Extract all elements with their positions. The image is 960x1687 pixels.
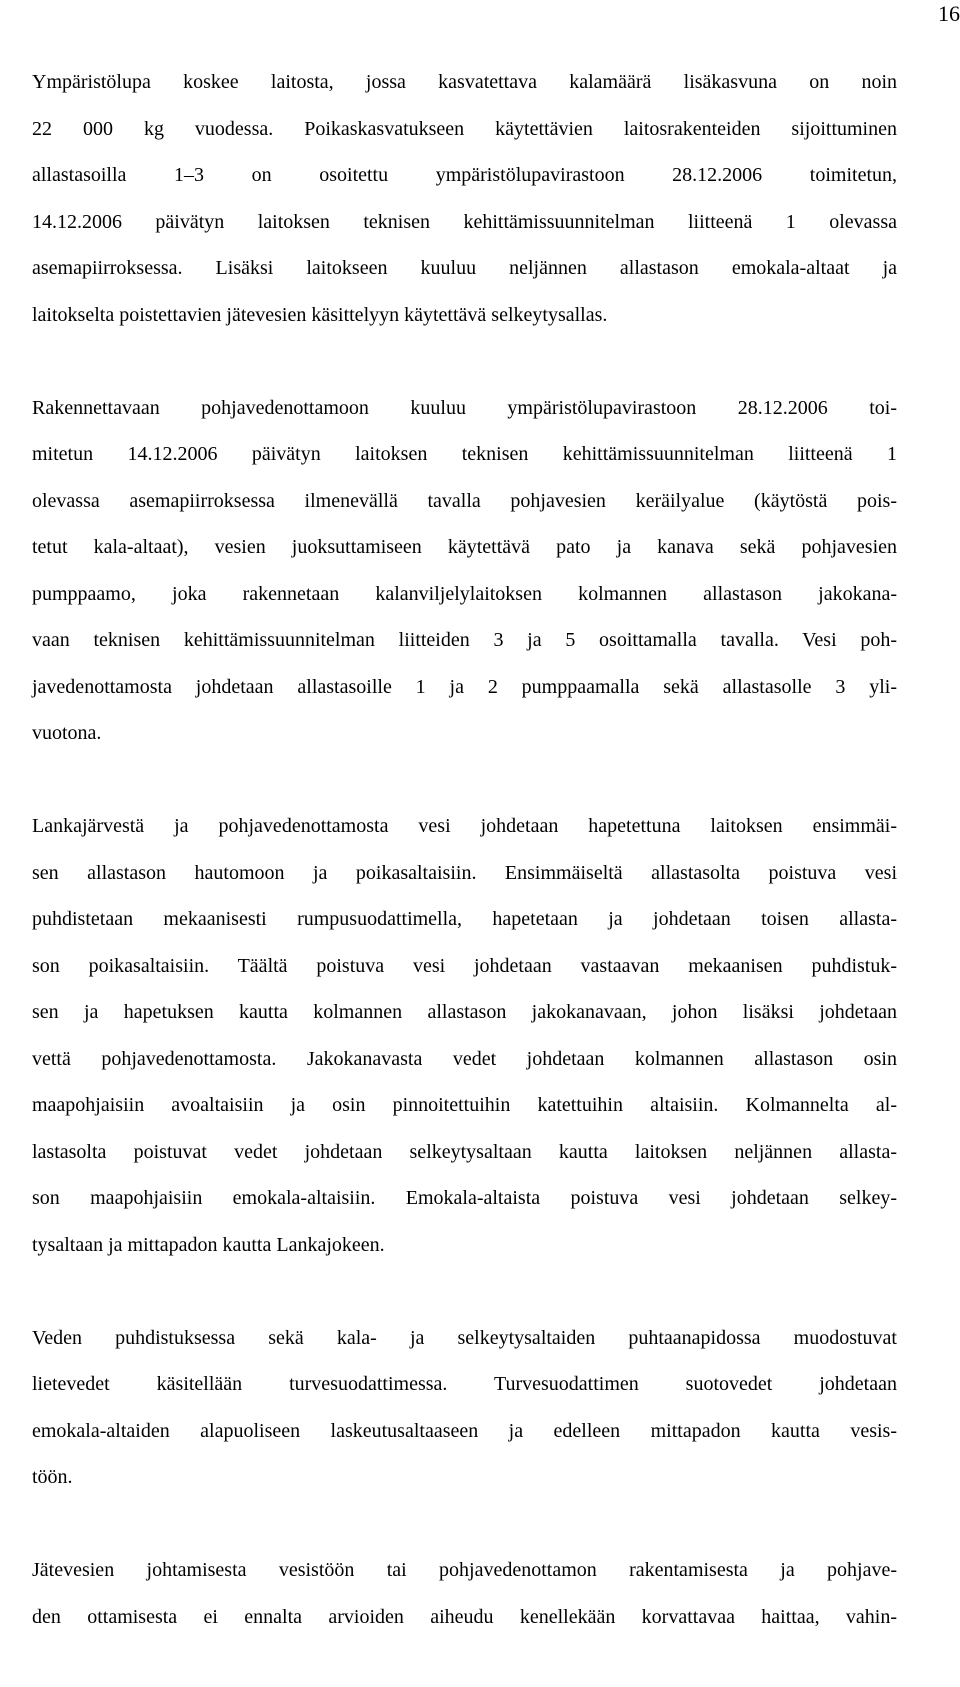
text-line: son maapohjaisiin emokala-altaisiin. Emokala-altaista poistuva vesi johdetaan selkey-: [32, 1187, 897, 1209]
text-line: Veden puhdistuksessa sekä kala- ja selkeytysaltaiden puhtaanapidossa muodostuvat: [32, 1326, 897, 1349]
text-line: maapohjaisiin avoaltaisiin ja osin pinnoitettuihin katettuihin altaisiin. Kolmannelta al-: [32, 1094, 897, 1116]
text-line: vettä pohjavedenottamosta. Jakokanavasta vedet johdetaan kolmannen allastason osin: [32, 1047, 897, 1070]
text-line: vaan teknisen kehittämissuunnitelman liitteiden 3 ja 5 osoittamalla tavalla. Vesi poh-: [32, 629, 897, 651]
text-line: javedenottamosta johdetaan allastasoille 1 ja 2 pumppaamalla sekä allastasolle 3 yli-: [32, 675, 897, 698]
text-line: sen allastason hautomoon ja poikasaltaisiin. Ensimmäiseltä allastasolta poistuva vesi: [32, 861, 897, 884]
text-line: vuotona.: [32, 722, 102, 744]
paragraph-1: [32, 59, 897, 338]
page-number: 16: [938, 1, 960, 26]
text-line: lastasolta poistuvat vedet johdetaan selkeytysaltaan kautta laitoksen neljännen allasta-: [32, 1140, 897, 1163]
paragraph-3: [32, 803, 897, 1268]
text-line: Ympäristölupa koskee laitosta, jossa kasvatettava kalamäärä lisäkasvuna on noin: [32, 71, 897, 93]
text-line: tetut kala-altaat), vesien juoksuttamiseen käytettävä pato ja kanava sekä pohjavesien: [32, 536, 897, 558]
text-line: den ottamisesta ei ennalta arvioiden aiheudu kenellekään korvattavaa haittaa, vahin-: [32, 1605, 897, 1628]
text-line: puhdistetaan mekaanisesti rumpusuodattimella, hapetetaan ja johdetaan toisen allasta-: [32, 908, 897, 930]
text-line: 14.12.2006 päivätyn laitoksen teknisen kehittämissuunnitelman liitteenä 1 olevassa: [32, 210, 897, 233]
paragraph-2: [32, 385, 897, 757]
text-line: laitokselta poistettavien jätevesien käsittelyyn käytettävä selkeytysallas.: [32, 303, 608, 326]
text-line: Lankajärvestä ja pohjavedenottamosta vesi johdetaan hapetettuna laitoksen ensimmäi-: [32, 815, 897, 837]
text-line: pumppaamo, joka rakennetaan kalanviljelylaitoksen kolmannen allastason jakokana-: [32, 582, 897, 605]
text-line: mitetun 14.12.2006 päivätyn laitoksen teknisen kehittämissuunnitelman liitteenä 1: [32, 443, 897, 465]
paragraph-5: [32, 1547, 897, 1640]
text-line: lietevedet käsitellään turvesuodattimessa. Turvesuodattimen suotovedet johdetaan: [32, 1373, 897, 1395]
text-line: olevassa asemapiirroksessa ilmenevällä tavalla pohjavesien keräilyalue (käytöstä pois-: [32, 489, 897, 512]
text-line: Jätevesien johtamisesta vesistöön tai pohjavedenottamon rakentamisesta ja pohjave-: [32, 1559, 897, 1581]
text-line: asemapiirroksessa. Lisäksi laitokseen kuuluu neljännen allastason emokala-altaat ja: [32, 257, 897, 279]
text-line: emokala-altaiden alapuoliseen laskeutusaltaaseen ja edelleen mittapadon kautta vesis-: [32, 1419, 897, 1442]
text-line: 22 000 kg vuodessa. Poikaskasvatukseen käytettävien laitosrakenteiden sijoittuminen: [32, 117, 897, 140]
paragraph-4: [32, 1315, 897, 1501]
text-line: töön.: [32, 1466, 73, 1488]
document-body: [32, 59, 897, 1687]
text-line: sen ja hapetuksen kautta kolmannen allastason jakokanavaan, johon lisäksi johdetaan: [32, 1001, 897, 1023]
text-line: tysaltaan ja mittapadon kautta Lankajokeen.: [32, 1233, 385, 1256]
text-line: allastasoilla 1–3 on osoitettu ympäristölupavirastoon 28.12.2006 toimitetun,: [32, 164, 897, 186]
text-line: son poikasaltaisiin. Täältä poistuva vesi johdetaan vastaavan mekaanisen puhdistuk-: [32, 954, 897, 977]
text-line: Rakennettavaan pohjavedenottamoon kuuluu ympäristölupavirastoon 28.12.2006 toi-: [32, 396, 897, 419]
